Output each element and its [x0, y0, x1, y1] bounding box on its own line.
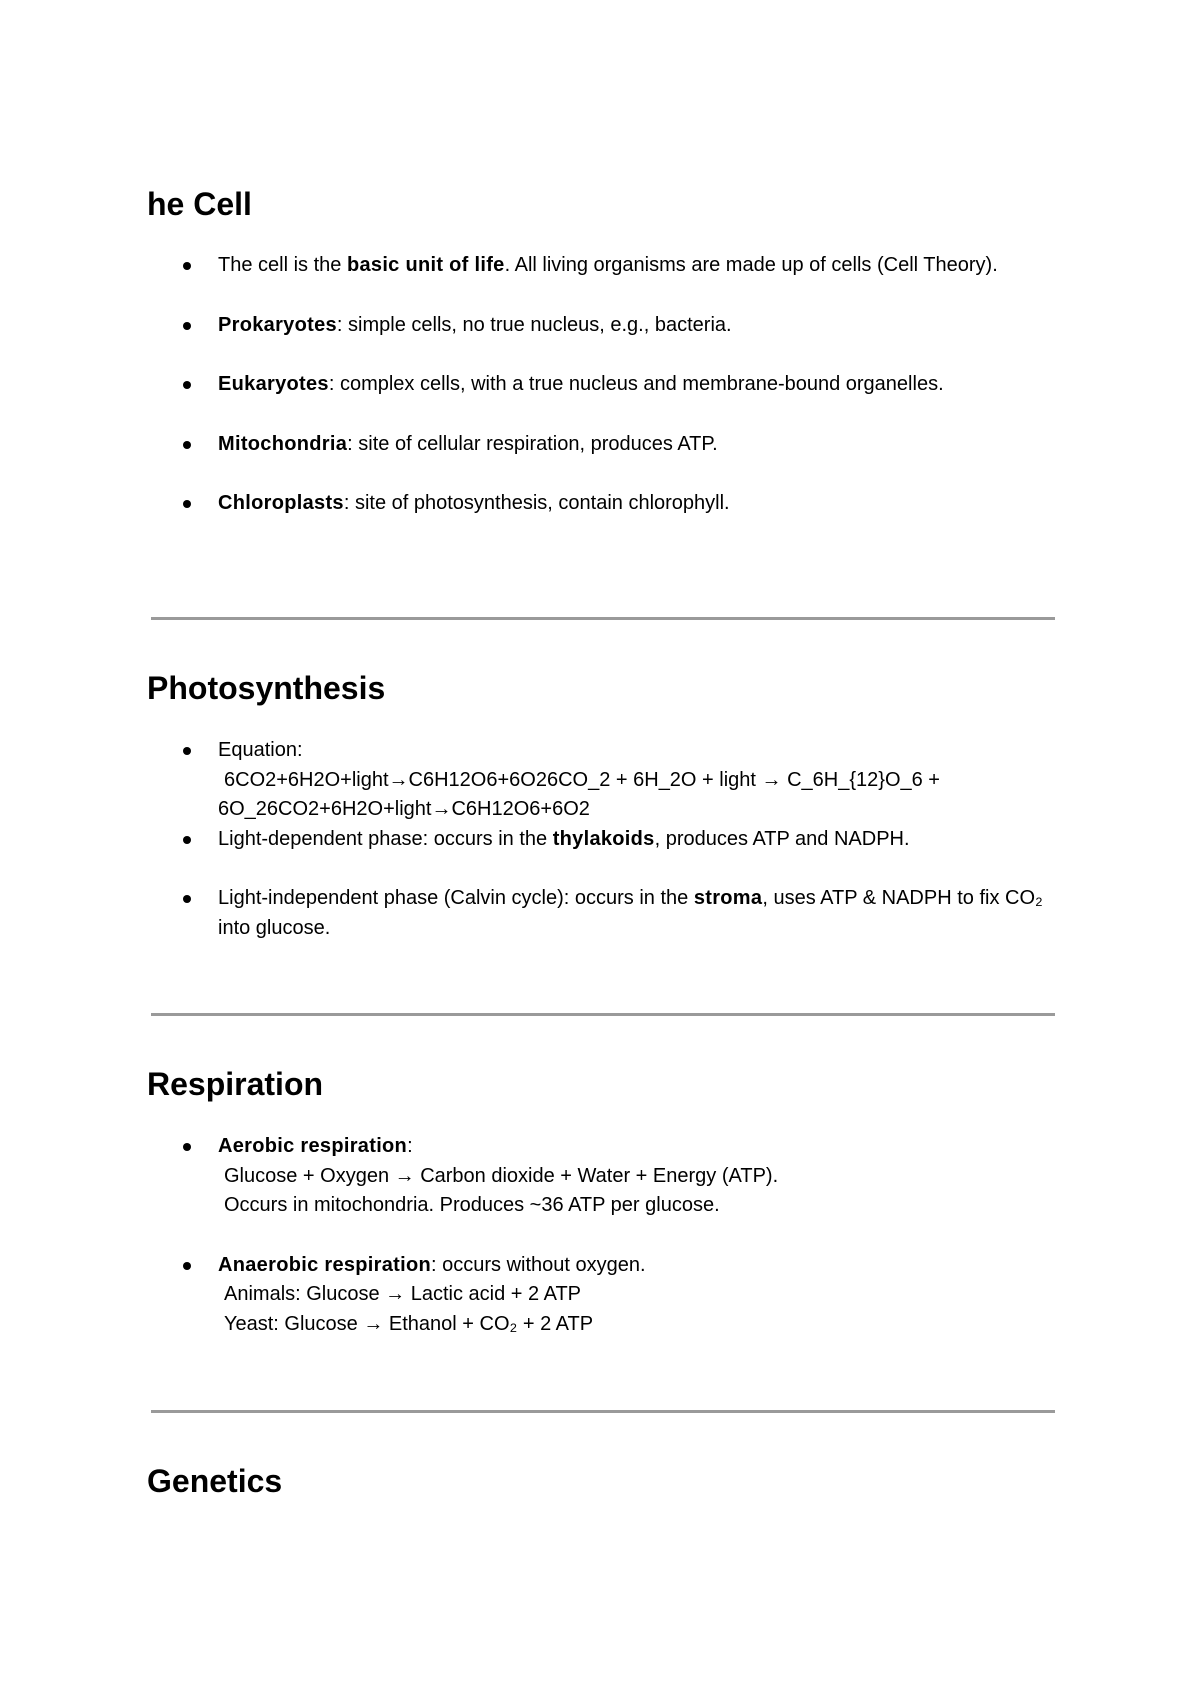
list-item-cell-theory: The cell is the basic unit of life. All living organisms are made up of cells (Cell Theory).: [147, 251, 1062, 281]
horizontal-divider: [151, 617, 1055, 620]
respiration-list: [147, 1132, 1067, 1339]
list-item-equation: Equation: 6CO2+6H2O+light→C6H12O6+6O26CO_2 + 6H_2O + light → C_6H_{12}O_6 + 6O_26CO2+6H2O+light→C6H12O6+6O2: [147, 736, 1067, 825]
bullet-icon: [183, 895, 191, 903]
list-item-anaerobic: Anaerobic respiration: occurs without oxygen. Animals: Glucose → Lactic acid + 2 ATP Yeast: Glucose → Ethanol + CO₂ + 2 ATP: [147, 1251, 1067, 1340]
bullet-icon: [183, 322, 191, 330]
list-item-eukaryotes: Eukaryotes: complex cells, with a true nucleus and membrane-bound organelles.: [147, 370, 1067, 400]
horizontal-divider: [151, 1410, 1055, 1413]
heading-photosynthesis: Photosynthesis: [147, 670, 386, 706]
bullet-icon: [183, 381, 191, 389]
list-item-mitochondria: Mitochondria: site of cellular respiration, produces ATP.: [147, 430, 1067, 460]
horizontal-divider: [151, 1013, 1055, 1016]
bullet-icon: [183, 1143, 191, 1151]
list-item-chloroplasts: Chloroplasts: site of photosynthesis, contain chlorophyll.: [147, 489, 1067, 519]
heading-genetics: Genetics: [147, 1463, 283, 1499]
bullet-icon: [183, 1262, 191, 1270]
list-item-light-dependent: Light-dependent phase: occurs in the thylakoids, produces ATP and NADPH.: [147, 825, 1067, 855]
bullet-icon: [183, 747, 191, 755]
bullet-icon: [183, 441, 191, 449]
list-item-aerobic: Aerobic respiration: Glucose + Oxygen → Carbon dioxide + Water + Energy (ATP). Occurs in mitochondria. Produces ~36 ATP per glucose.: [147, 1132, 1067, 1221]
list-item-prokaryotes: Prokaryotes: simple cells, no true nucleus, e.g., bacteria.: [147, 311, 1067, 341]
bullet-icon: [183, 836, 191, 844]
bullet-icon: [183, 500, 191, 508]
bullet-icon: [183, 262, 191, 270]
photosynthesis-list: [147, 736, 1067, 943]
cell-list: [147, 251, 1067, 519]
heading-the-cell: he Cell: [147, 186, 252, 222]
list-item-light-independent: Light-independent phase (Calvin cycle): occurs in the stroma, uses ATP & NADPH to fix CO₂ into glucose.: [147, 884, 1068, 943]
heading-respiration: Respiration: [147, 1066, 324, 1102]
